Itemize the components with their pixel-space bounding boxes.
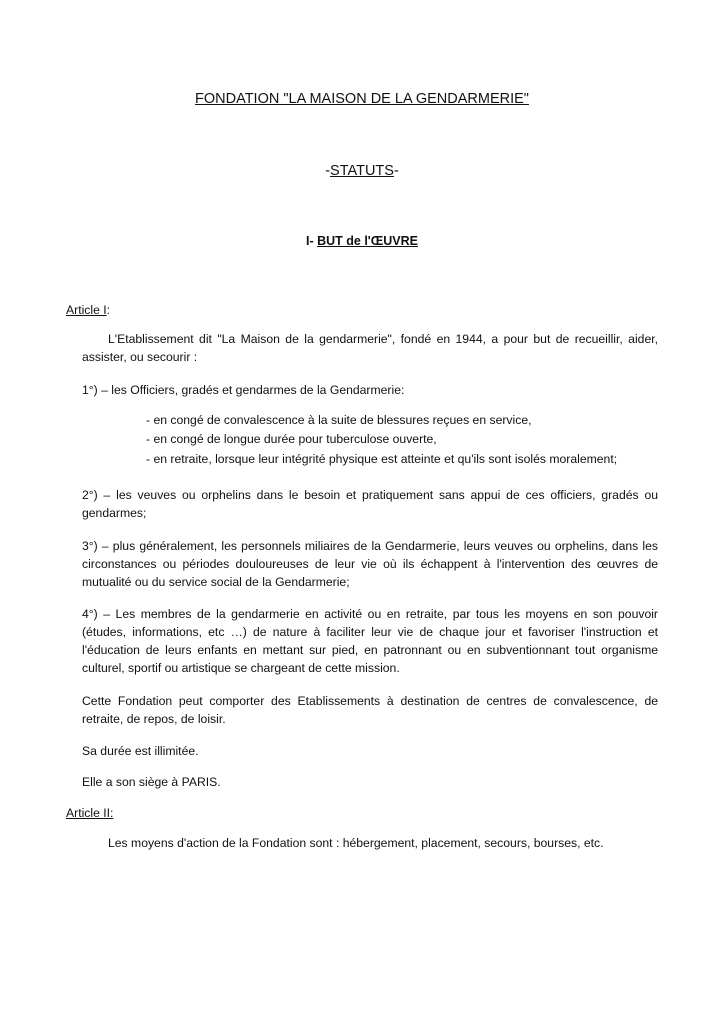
item-3: 3°) – plus généralement, les personnels miliaires de la Gendarmerie, leurs veuves ou orphelins, dans les circonstances ou périodes douloureuses de leur vie où ils échappent à l'intervention des œuvres de mutualité ou du service social de la Gendarmerie; [82,539,658,589]
article-2-text: Les moyens d'action de la Fondation sont : hébergement, placement, secours, bourses, etc. [108,836,604,850]
item-1-sub-1: - en congé de convalescence à la suite de blessures reçues en service, [146,413,532,427]
document-subtitle [0,163,724,179]
article-1-intro: L'Etablissement dit "La Maison de la gendarmerie", fondé en 1944, a pour but de recueillir, aider, assister, ou secourir : [82,332,658,364]
subtitle-text: STATUTS [330,163,394,179]
subtitle-dash-left: - [325,163,331,179]
item-2: 2°) – les veuves ou orphelins dans le besoin et pratiquement sans appui de ces officiers, gradés ou gendarmes; [82,488,658,520]
paragraph-duration: Sa durée est illimitée. [82,744,199,758]
item-1-heading: 1°) – les Officiers, gradés et gendarmes de la Gendarmerie: [82,383,405,397]
article-1-heading [66,301,110,319]
title-text: FONDATION "LA MAISON DE LA GENDARMERIE" [195,91,529,107]
item-1-sub-3: - en retraite, lorsque leur intégrité physique est atteinte et qu'ils sont isolés moralement; [146,452,618,466]
section-prefix: I- [305,234,318,248]
section-heading [0,234,724,248]
section-title: BUT de l'ŒUVRE [317,234,418,248]
article-2-heading [66,804,113,822]
article-2-heading-text: Article II: [66,806,114,820]
article-1-heading-text: Article I [66,303,107,317]
article-1-heading-colon: : [106,303,111,317]
paragraph-establishments: Cette Fondation peut comporter des Etablissements à destination de centres de convalescence, de retraite, de repos, de loisir. [82,694,658,726]
paragraph-seat: Elle a son siège à PARIS. [82,775,221,789]
document-title [0,91,724,107]
item-4: 4°) – Les membres de la gendarmerie en activité ou en retraite, par tous les moyens en son pouvoir (études, informations, etc …) de nature à faciliter leur vie de chaque jour et favoriser l'instruction et l'éducation de leurs enfants en mettant sur pied, en patronnant ou en subventionnant tout organisme culturel, sportif ou artistique se chargeant de cette mission. [82,607,658,675]
subtitle-dash-right: - [393,163,399,179]
item-1-sub-2: - en congé de longue durée pour tuberculose ouverte, [146,432,437,446]
